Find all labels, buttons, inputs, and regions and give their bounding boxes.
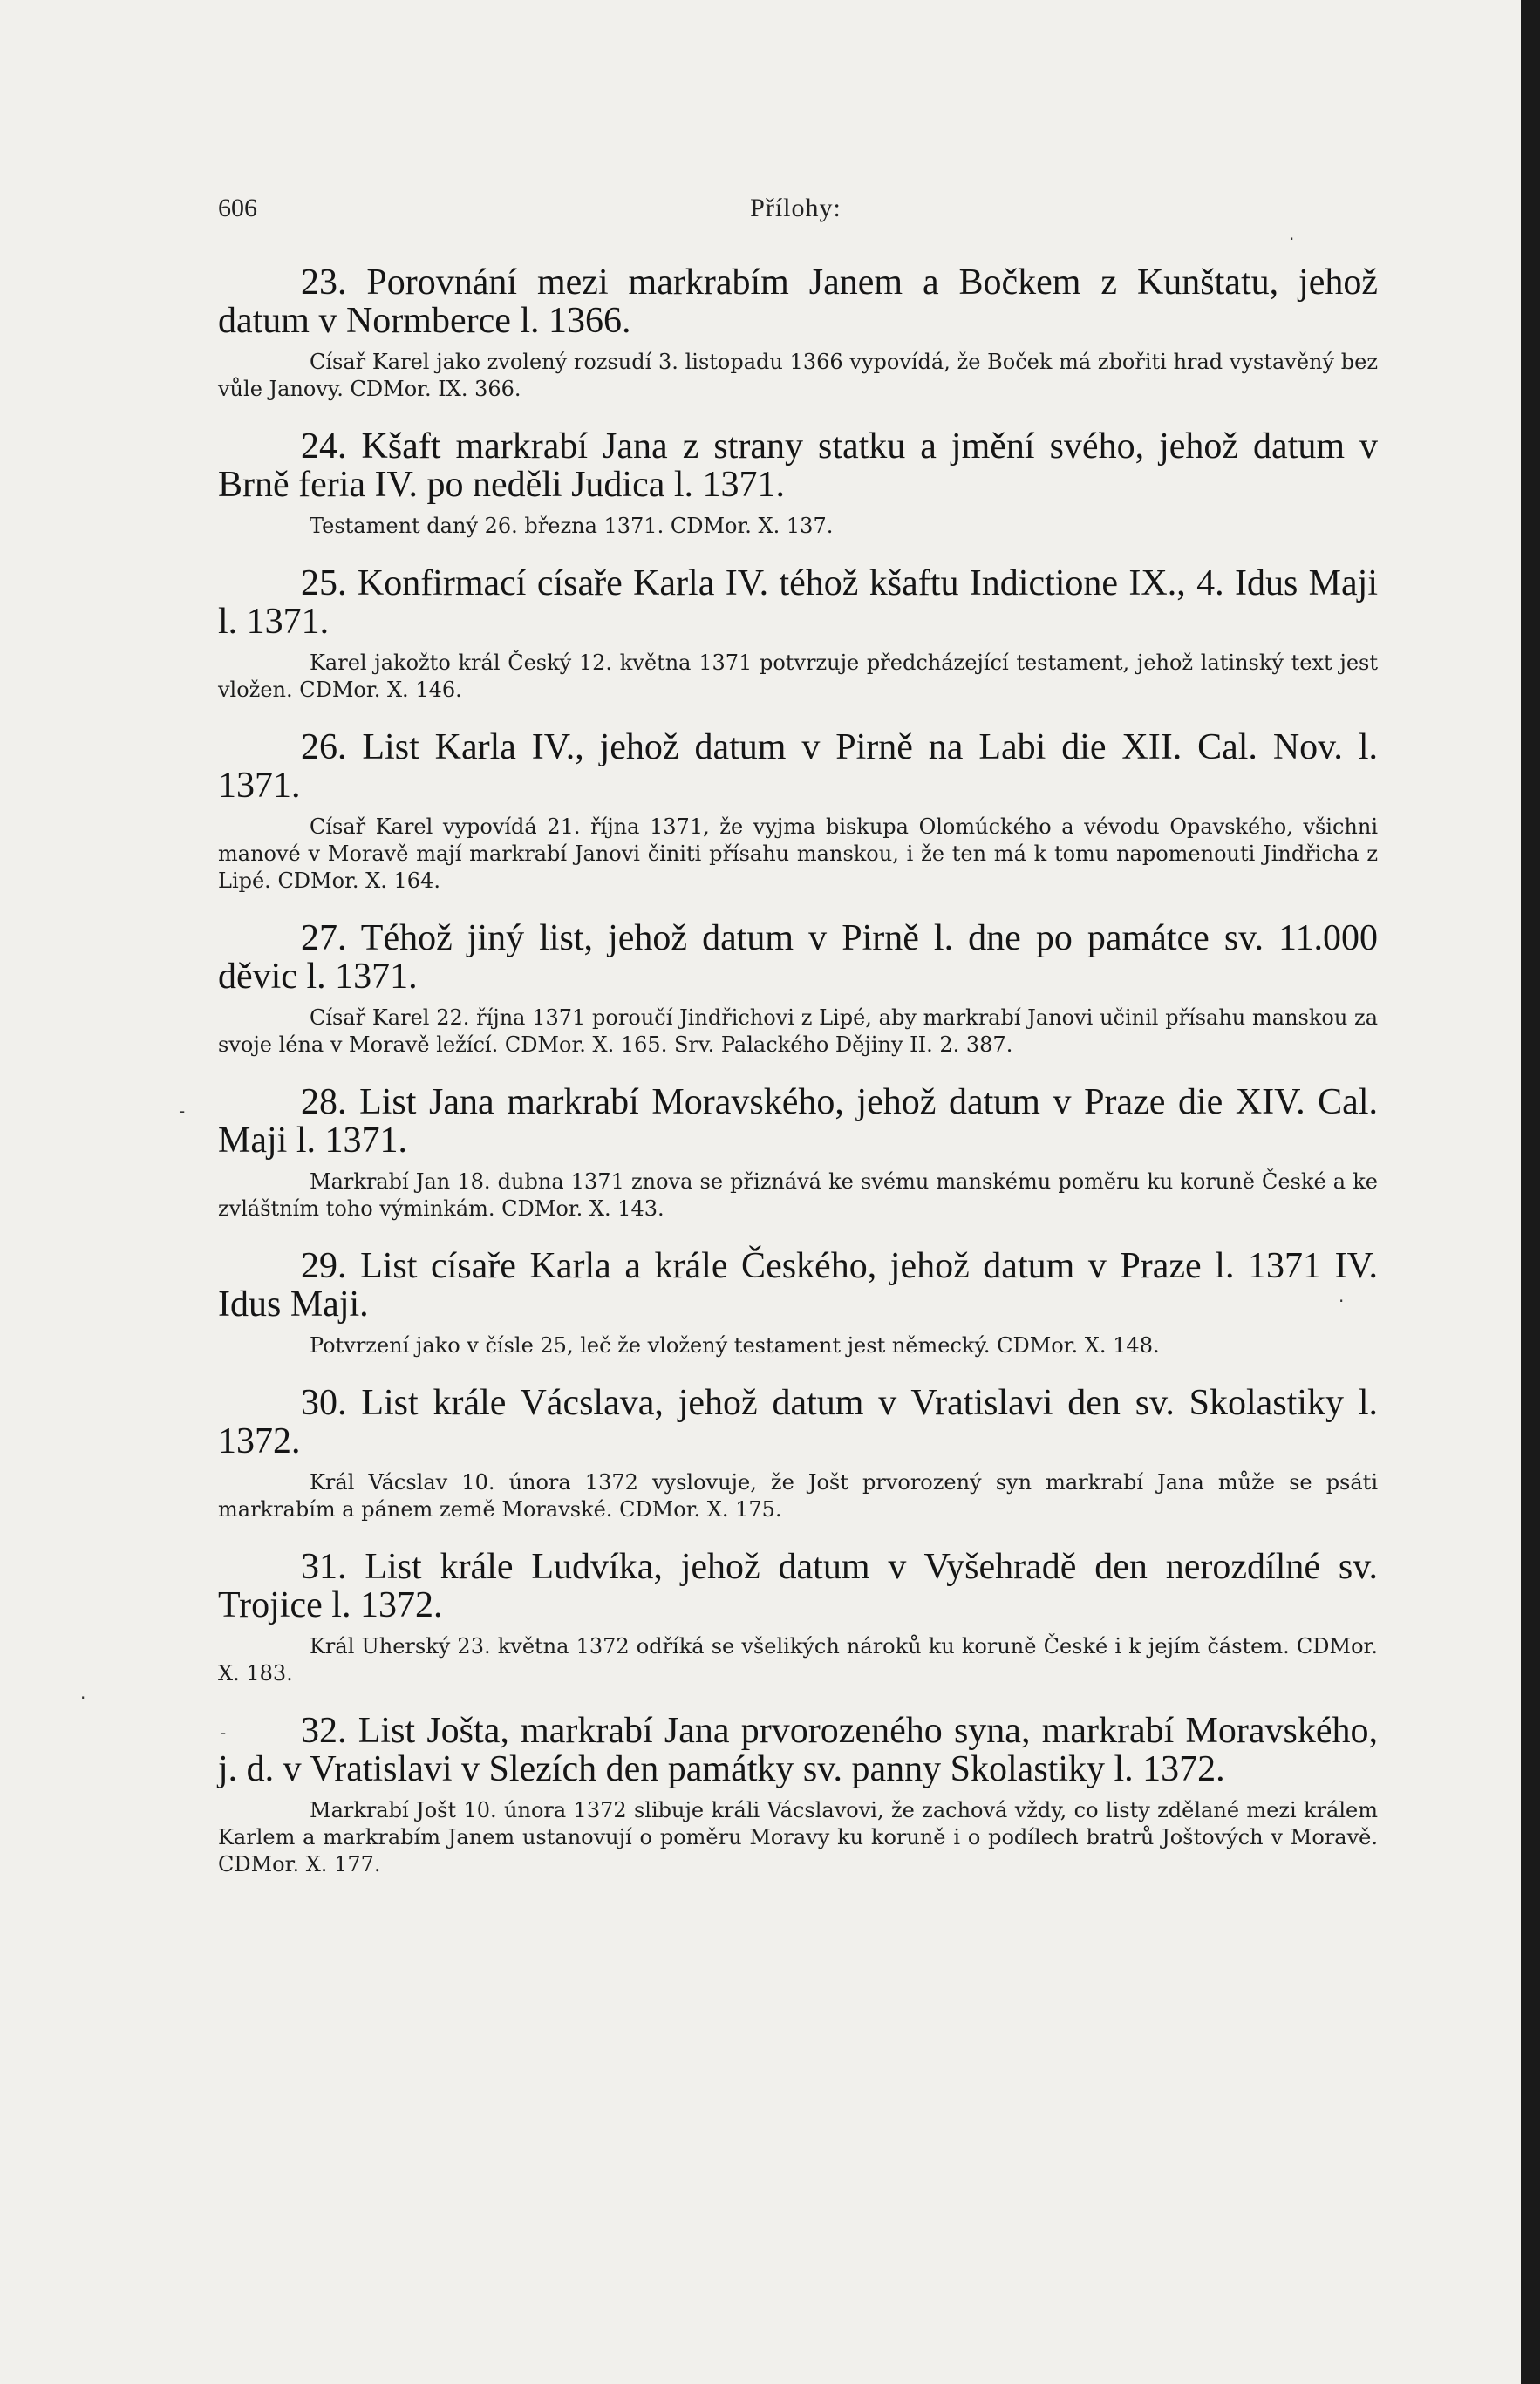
running-head — [218, 194, 1373, 237]
entry-27 — [218, 919, 1378, 1059]
page-edge — [1521, 0, 1540, 2384]
entry-30 — [218, 1384, 1378, 1523]
entry-title: 28. List Jana markrabí Moravského, jehož datum v Praze die XIV. Cal. Maji l. 1371. — [218, 1082, 1378, 1161]
entry-note: Král Vácslav 10. února 1372 vyslovuje, že Jošt prvorozený syn markrabí Jana může se psáti markrabím a pánem země Moravské. CDMor. X. 175. — [218, 1470, 1378, 1522]
entry-title: 25. Konfirmací císaře Karla IV. téhož kšaftu Indictione IX., 4. Idus Maji l. 1371. — [218, 563, 1378, 642]
entry-note: Císař Karel vypovídá 21. října 1371, že vyjma biskupa Olomúckého a vévodu Opavského, všichni manové v Moravě mají markrabí Janovi činiti přísahu manskou, i že ten má k tomu napomenouti Jindřicha z Lipé. CDMor. X. 164. — [218, 814, 1378, 893]
entry-title: 29. List císaře Karla a krále Českého, jehož datum v Praze l. 1371 IV. Idus Maji. — [218, 1246, 1378, 1325]
entry-26 — [218, 728, 1378, 895]
entry-note: Markrabí Jošt 10. února 1372 slibuje králi Vácslavovi, že zachová vždy, co listy zdělané mezi králem Karlem a markrabím Janem ustanovují o poměru Moravy ku koruně i o podílech bratrů Joštových v Moravě. CDMor. X. 177. — [218, 1798, 1378, 1877]
stray-mark: - — [179, 1100, 186, 1121]
entry-title: 27. Téhož jiný list, jehož datum v Pirně l. dne po památce sv. 11.000 děvic l. 1371. — [218, 918, 1378, 997]
entry-note: Testament daný 26. března 1371. CDMor. X. 137. — [310, 514, 834, 538]
entry-24 — [218, 427, 1378, 540]
running-title: Přílohy: — [750, 194, 842, 222]
entry-note: Karel jakožto král Český 12. května 1371 potvrzuje předcházející testament, jehož latinský text jest vložen. CDMor. X. 146. — [218, 650, 1378, 702]
entry-title: 31. List krále Ludvíka, jehož datum v Vyšehradě den nerozdílné sv. Trojice l. 1372. — [218, 1547, 1378, 1625]
entry-note: Potvrzení jako v čísle 25, leč že vložený testament jest německý. CDMor. X. 148. — [310, 1333, 1160, 1358]
entry-28 — [218, 1083, 1378, 1223]
entry-note: Král Uherský 23. května 1372 odříká se všelikých nároků ku koruně České i k jejím částem. CDMor. X. 183. — [218, 1634, 1378, 1686]
entry-note: Markrabí Jan 18. dubna 1371 znova se přiznává ke svému manskému poměru ku koruně České a ke zvláštním toho výminkám. CDMor. X. 143. — [218, 1169, 1378, 1221]
entry-note: Císař Karel jako zvolený rozsudí 3. listopadu 1366 vypovídá, že Boček má zbořiti hrad vystavěný bez vůle Janovy. CDMor. IX. 366. — [218, 350, 1378, 401]
entry-title: 26. List Karla IV., jehož datum v Pirně na Labi die XII. Cal. Nov. l. 1371. — [218, 727, 1378, 806]
stray-mark: - — [220, 1722, 227, 1743]
entry-title: 24. Kšaft markrabí Jana z strany statku a jmění svého, jehož datum v Brně feria IV. po neděli Judica l. 1371. — [218, 426, 1378, 505]
entry-title: 32. List Jošta, markrabí Jana prvorozeného syna, markrabí Moravského, j. d. v Vratislavi v Slezích den památky sv. panny Skolastiky l. 1372. — [218, 1711, 1378, 1789]
entry-31 — [218, 1548, 1378, 1687]
entry-23 — [218, 263, 1378, 403]
page-number: 606 — [218, 194, 257, 222]
entry-list — [218, 263, 1378, 1903]
entry-title: 30. List krále Vácslava, jehož datum v Vratislavi den sv. Skolastiky l. 1372. — [218, 1383, 1378, 1461]
entry-32 — [218, 1712, 1378, 1878]
stray-mark: · — [1289, 228, 1295, 249]
entry-note: Císař Karel 22. října 1371 poroučí Jindřichovi z Lipé, aby markrabí Janovi učinil přísahu manskou za svoje léna v Moravě ležící. CDMor. X. 165. Srv. Palackého Dějiny II. 2. 387. — [218, 1005, 1378, 1057]
entry-title: 23. Porovnání mezi markrabím Janem a Bočkem z Kunštatu, jehož datum v Normberce l. 1366. — [218, 262, 1378, 341]
stray-mark: · — [1339, 1291, 1345, 1311]
entry-29 — [218, 1247, 1378, 1359]
entry-25 — [218, 564, 1378, 704]
stray-mark: · — [80, 1687, 86, 1708]
